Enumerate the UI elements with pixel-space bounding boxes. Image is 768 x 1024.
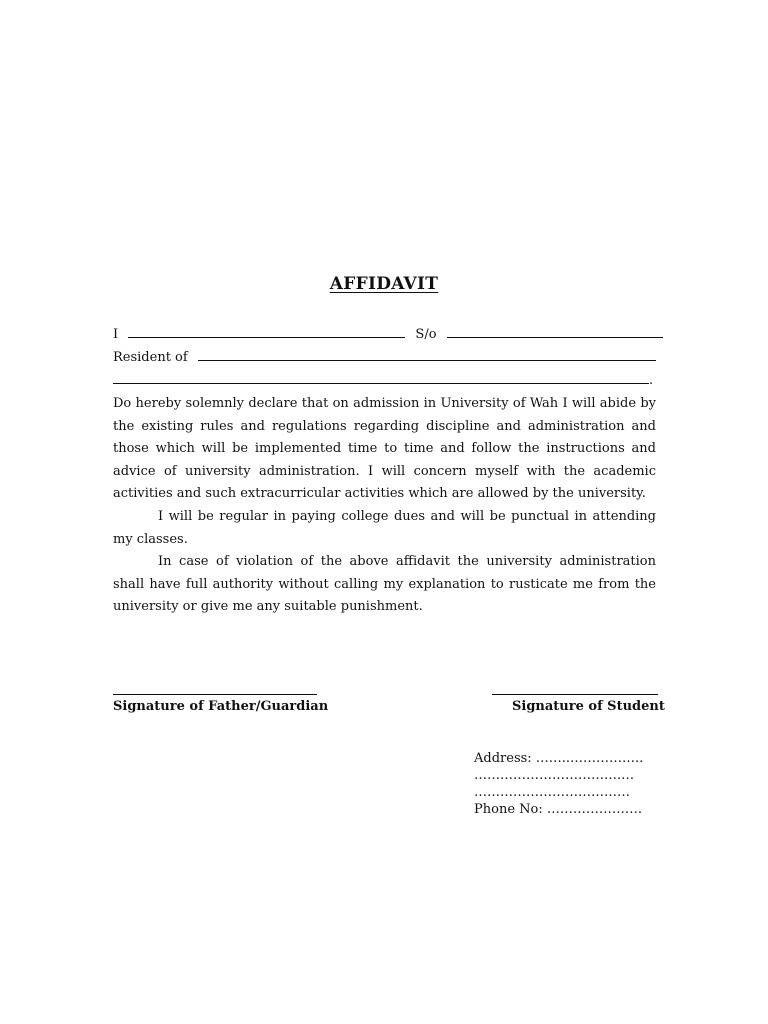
affidavit-body: [113, 393, 656, 619]
name-blank[interactable]: [128, 326, 405, 338]
name-line: [113, 326, 663, 343]
student-signature-label: Signature of Student: [512, 699, 665, 714]
address-end: .: [649, 373, 654, 388]
guardian-signature-line[interactable]: [113, 694, 317, 695]
student-signature-line[interactable]: [492, 694, 658, 695]
address-continuation-line: [113, 372, 653, 389]
father-name-blank[interactable]: [447, 326, 663, 338]
resident-line: [113, 349, 656, 366]
guardian-signature-label: Signature of Father/Guardian: [113, 699, 329, 714]
address-line-1: Address: ……..……………..: [474, 751, 644, 766]
son-of-label: S/o: [415, 327, 437, 342]
name-prefix: I: [113, 327, 119, 342]
address-line-3: ………………………………: [474, 785, 630, 800]
document-title: AFFIDAVIT: [329, 274, 439, 294]
residence-blank[interactable]: [198, 349, 656, 361]
phone-line: Phone No: ………………….: [474, 802, 642, 817]
violation-paragraph: In case of violation of the above affidavit the university administration shall have full authority without calling my explanation to rusticate me from the university or give me any suitable punishment.: [113, 554, 656, 615]
resident-of-label: Resident of: [113, 350, 188, 365]
declaration-paragraph: Do hereby solemnly declare that on admission in University of Wah I will abide by the existing rules and regulations regarding discipline and administration and those which will be implemented time to time and follow the instructions and advice of university administration. I will concern myself with the academic activities and such extracurricular activities which are allowed by the university.: [113, 396, 656, 502]
dues-paragraph: I will be regular in paying college dues and will be punctual in attending my classes.: [113, 508, 656, 547]
residence-blank-2[interactable]: [113, 372, 649, 384]
address-line-2: …………………………….…: [474, 768, 635, 783]
